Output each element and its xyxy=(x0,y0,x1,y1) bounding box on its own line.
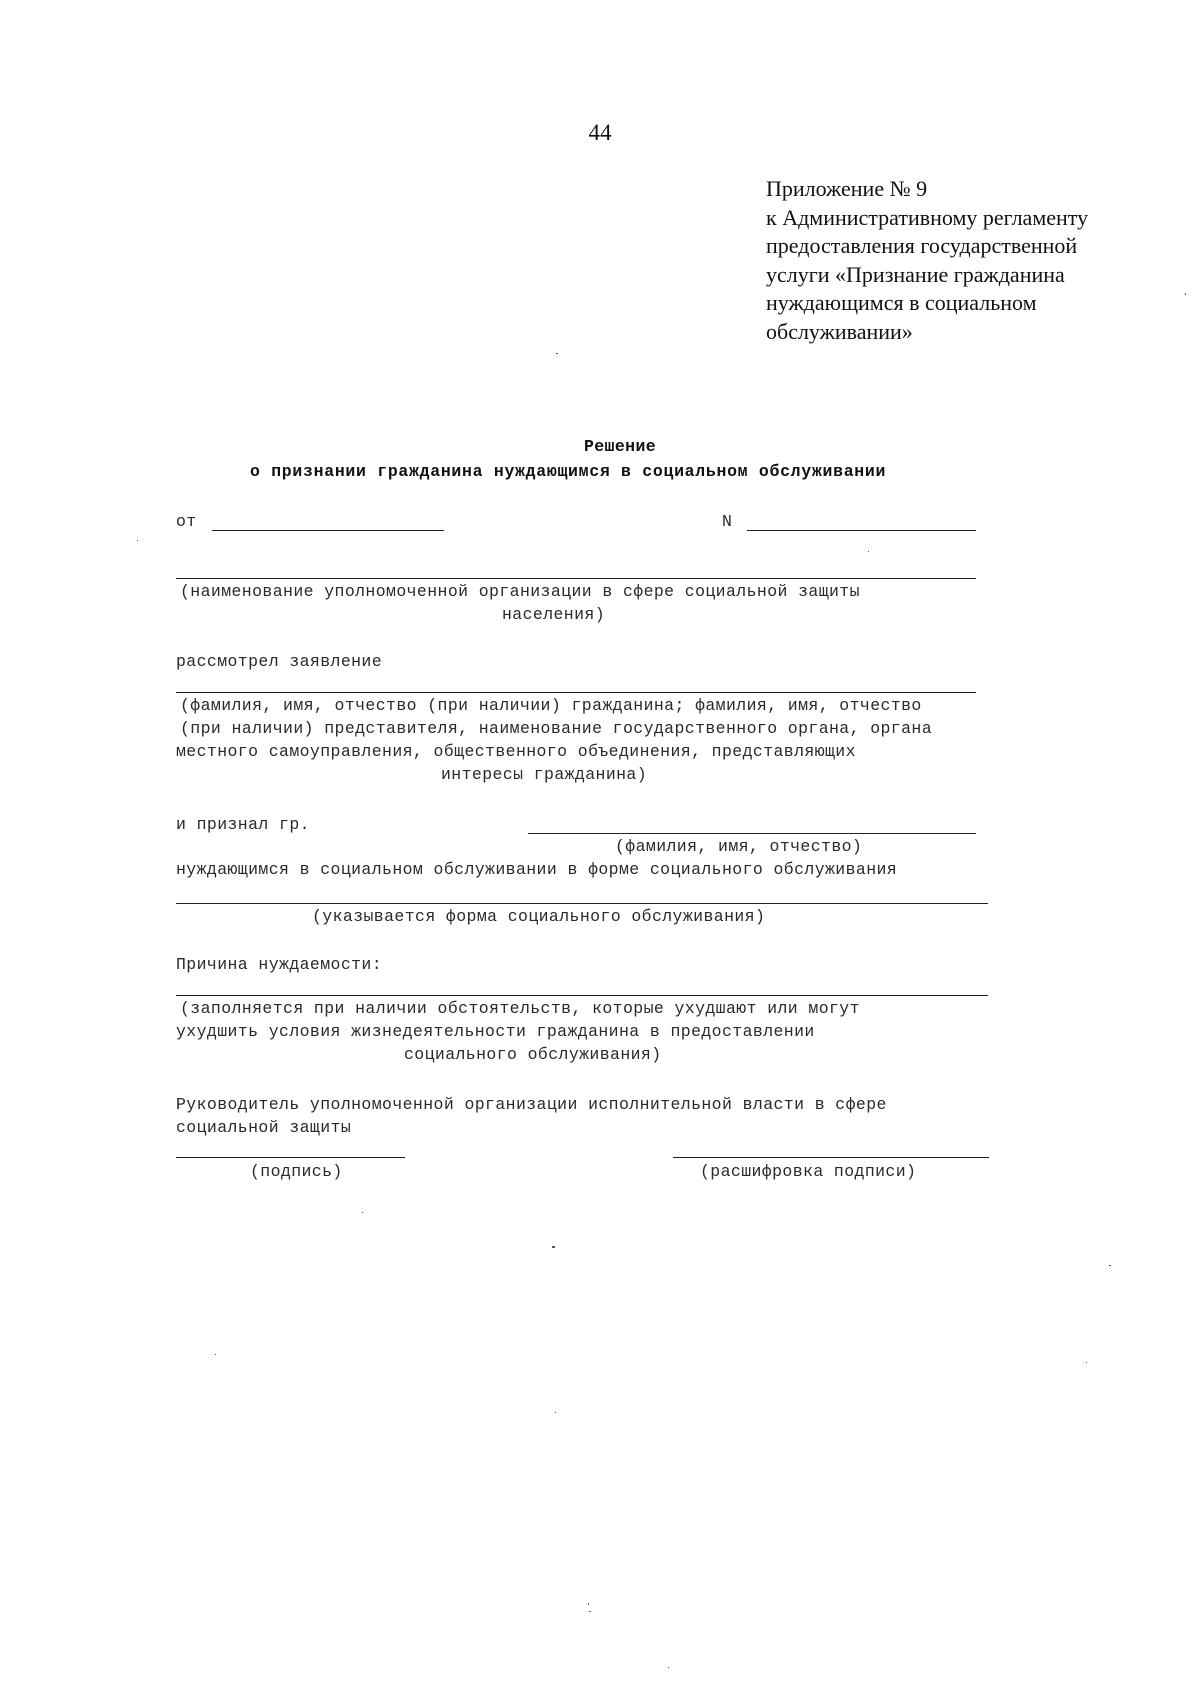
applicant-field-line[interactable] xyxy=(176,692,976,693)
organization-field-line[interactable] xyxy=(176,578,976,579)
head-title-line-1: Руководитель уполномоченной организации исполнительной власти в сфере xyxy=(176,1095,887,1114)
applicant-caption-3: местного самоуправления, общественного объединения, представляющих xyxy=(176,742,856,761)
annex-line-4: услуги «Признание гражданина xyxy=(766,261,1065,287)
scan-speck xyxy=(137,540,138,541)
recognized-label: и признал гр. xyxy=(176,815,310,834)
scan-speck xyxy=(868,551,869,552)
organization-caption-1: (наименование уполномоченной организации в сфере социальной защиты xyxy=(180,582,860,601)
signature-field-line[interactable] xyxy=(176,1157,405,1158)
scan-speck xyxy=(215,1354,216,1355)
reason-field-line[interactable] xyxy=(176,995,988,996)
date-field-line[interactable] xyxy=(212,530,444,531)
service-form-caption: (указывается форма социального обслуживания) xyxy=(312,907,766,926)
scan-speck xyxy=(555,1412,556,1413)
scan-speck xyxy=(668,1667,669,1668)
reason-caption-1: (заполняется при наличии обстоятельств, которые ухудшают или могут xyxy=(180,999,860,1018)
annex-line-3: предоставления государственной xyxy=(766,233,1078,258)
scan-speck xyxy=(589,1611,591,1612)
annex-line-5: нуждающимся в социальном xyxy=(766,290,1037,315)
document-title: Решение xyxy=(583,437,657,456)
annex-block xyxy=(766,175,1088,346)
annex-line-2: к Административному регламенту xyxy=(766,204,1089,230)
applicant-caption-2: (при наличии) представителя, наименование государственного органа, органа xyxy=(180,719,933,738)
page-number: 44 xyxy=(588,120,612,145)
number-field-line[interactable] xyxy=(747,530,976,531)
scan-speck xyxy=(1185,293,1186,295)
annex-line-1: Приложение № 9 xyxy=(766,176,928,201)
scan-speck xyxy=(552,1246,555,1248)
scan-speck xyxy=(1086,1362,1087,1363)
document-subtitle: о признании гражданина нуждающимся в социальном обслуживании xyxy=(250,462,887,481)
scan-speck xyxy=(556,353,558,354)
head-title-line-2: социальной защиты xyxy=(176,1118,352,1137)
date-label: от xyxy=(176,512,197,531)
signature-decode-caption: (расшифровка подписи) xyxy=(700,1162,917,1181)
citizen-name-field-line[interactable] xyxy=(528,833,976,834)
signature-decode-field-line[interactable] xyxy=(673,1157,989,1158)
scan-speck xyxy=(1109,1265,1111,1266)
number-label: N xyxy=(722,512,733,531)
reason-caption-3: социального обслуживания) xyxy=(404,1045,662,1064)
annex-line-6: обслуживании» xyxy=(766,318,913,344)
applicant-caption-4: интересы гражданина) xyxy=(441,765,648,784)
scan-speck xyxy=(362,1212,363,1213)
scan-speck xyxy=(588,1603,589,1605)
reason-caption-2: ухудшить условия жизнедеятельности гражданина в предоставлении xyxy=(176,1022,815,1041)
citizen-name-caption: (фамилия, имя, отчество) xyxy=(615,837,863,856)
signature-caption: (подпись) xyxy=(250,1162,343,1181)
recognized-text: нуждающимся в социальном обслуживании в форме социального обслуживания xyxy=(176,860,898,879)
applicant-caption-1: (фамилия, имя, отчество (при наличии) гражданина; фамилия, имя, отчество xyxy=(180,696,922,715)
service-form-field-line[interactable] xyxy=(176,903,988,904)
reason-label: Причина нуждаемости: xyxy=(176,955,383,974)
organization-caption-2: населения) xyxy=(502,605,606,624)
review-label: рассмотрел заявление xyxy=(176,652,383,671)
